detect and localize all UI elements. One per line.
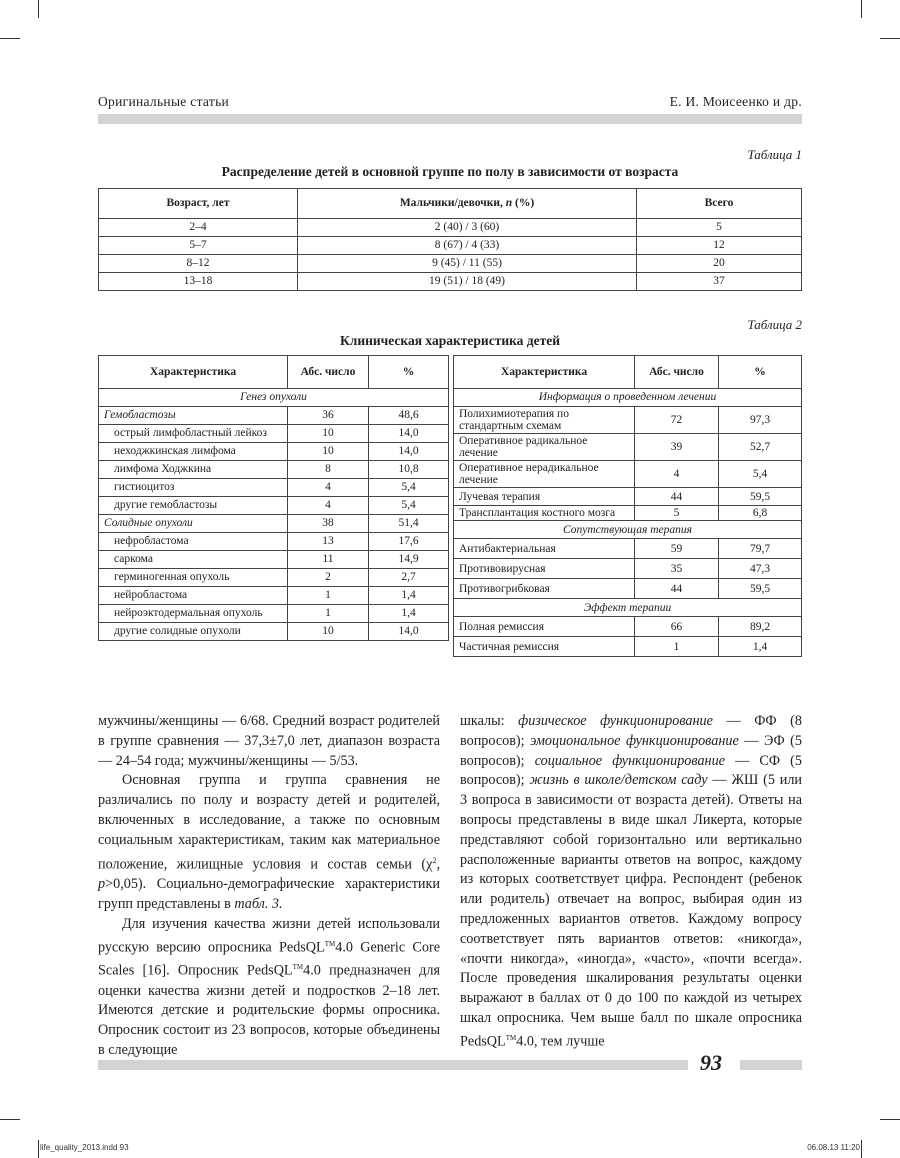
table1-header: Мальчики/девочки, n (%) bbox=[298, 189, 637, 219]
header-rule bbox=[98, 114, 802, 124]
crop-mark bbox=[880, 38, 900, 39]
crop-mark bbox=[861, 1140, 862, 1158]
running-header-section: Оригинальные статьи bbox=[98, 94, 230, 109]
table2-section-label: Генез опухоли bbox=[99, 389, 449, 407]
table-row: Противовирусная 35 47,3 bbox=[454, 559, 802, 579]
table-row: острый лимфобластный лейкоз 10 14,0 bbox=[99, 425, 449, 443]
table-row: 8–12 9 (45) / 11 (55) 20 bbox=[99, 255, 802, 273]
table-row: Полная ремиссия 66 89,2 bbox=[454, 617, 802, 637]
table2-header: Абс. число bbox=[288, 356, 369, 389]
table2-section-label: Эффект терапии bbox=[454, 599, 802, 617]
table-row: Оперативное радикальное лечение 39 52,7 bbox=[454, 434, 802, 461]
paragraph: Основная группа и группа сравнения не различались по полу и возрасту детей и родителей, включенных в исследование, а также по основным социальным характеристикам, таким как материальное положение, жилищные условия и состав семьи ($\chi^2$, p>0,05). Социально-демографические характеристики групп представлены в табл. 3. bbox=[98, 772, 440, 912]
table-row: нефробластома 13 17,6 bbox=[99, 533, 449, 551]
table-row: Оперативное нерадикальное лечение 4 5,4 bbox=[454, 461, 802, 488]
crop-mark bbox=[38, 0, 39, 18]
table1 bbox=[98, 188, 802, 291]
table2-section-label: Сопутствующая терапия bbox=[454, 521, 802, 539]
table2-title: Клиническая характеристика детей bbox=[339, 333, 561, 348]
print-slug-file: life_quality_2013.indd 93 bbox=[40, 1143, 129, 1152]
table2-header: % bbox=[369, 356, 449, 389]
running-header-authors: Е. И. Моисеенко и др. bbox=[669, 94, 802, 109]
table-row: герминогенная опухоль 2 2,7 bbox=[99, 569, 449, 587]
paragraph: Для изучения качества жизни детей использовали русскую версию опросника PedsQL™4.0 Generic Core Scales [16]. Опросник PedsQL™4.0 предназначен для оценки качества жизни детей и подростков 2–18 лет. Имеются детские и родительские формы опросника. Опросник состоит из 23 вопросов, которые объединены в следующие bbox=[98, 915, 440, 1058]
paragraph: шкалы: физическое функционирование — ФФ (8 вопросов); эмоциональное функционирование — ЭФ (5 вопросов); социальное функционирование — СФ (5 вопросов); жизнь в школе/детском саду — ЖШ (5 или 3 вопроса в зависимости от возраста детей). Ответы на вопросы представлены в виде шкал Ликерта, которые представляют собой горизонтально или вертикально расположенные варианты ответов на вопрос, каждому из которых соответствует цифра. Респондент (ребенок или родитель) отвечает на вопрос, выбирая один из предложенных вариантов ответов. Каждому вопросу соответствует пять вариантов ответов: «никогда», «почти никогда», «иногда», «часто», «почти всегда». После проведения шкалирования результаты оценки выражают в баллах от 0 до 100 по каждой из четырех шкал опросника. Чем выше балл по шкале опросника PedsQL™4.0, тем лучше bbox=[460, 713, 802, 1050]
table2-caption: Таблица 2 bbox=[747, 317, 802, 332]
table-reference: табл. 3. bbox=[234, 895, 283, 912]
body-column-right bbox=[460, 712, 802, 1052]
footer-rule bbox=[98, 1060, 688, 1070]
table-row: гистиоцитоз 4 5,4 bbox=[99, 479, 449, 497]
page-number: 93 bbox=[700, 1050, 722, 1075]
table-row: Противогрибковая 44 59,5 bbox=[454, 579, 802, 599]
footer-rule bbox=[740, 1060, 802, 1070]
table1-header: Всего bbox=[637, 189, 802, 219]
table-row: Гемобластозы 36 48,6 bbox=[99, 407, 449, 425]
table-row: неходжкинская лимфома 10 14,0 bbox=[99, 443, 449, 461]
table1-caption: Таблица 1 bbox=[747, 147, 802, 162]
table-row: Солидные опухоли 38 51,4 bbox=[99, 515, 449, 533]
table-row: Полихимиотерапия по стандартным схемам 72 97,3 bbox=[454, 407, 802, 434]
table-row: нейробластома 1 1,4 bbox=[99, 587, 449, 605]
crop-mark bbox=[0, 1119, 20, 1120]
table2-section-label: Информация о проведенном лечении bbox=[454, 389, 802, 407]
crop-mark bbox=[861, 0, 862, 18]
table-row: Лучевая терапия 44 59,5 bbox=[454, 488, 802, 506]
table2-right bbox=[453, 355, 802, 657]
table-row: 5–7 8 (67) / 4 (33) 12 bbox=[99, 237, 802, 255]
table-row: 13–18 19 (51) / 18 (49) 37 bbox=[99, 273, 802, 291]
table-row: лимфома Ходжкина 8 10,8 bbox=[99, 461, 449, 479]
paragraph: мужчины/женщины — 6/68. Средний возраст родителей в группе сравнения — 37,3±7,0 лет, диапазон возраста — 24–54 года; мужчины/женщины — 5/53. bbox=[98, 713, 440, 769]
table-row: нейроэктодермальная опухоль 1 1,4 bbox=[99, 605, 449, 623]
body-column-left bbox=[98, 712, 440, 1061]
table2-left bbox=[98, 355, 449, 641]
table-row: Частичная ремиссия 1 1,4 bbox=[454, 637, 802, 657]
table-row: саркома 11 14,9 bbox=[99, 551, 449, 569]
crop-mark bbox=[880, 1119, 900, 1120]
table1-title: Распределение детей в основной группе по полу в зависимости от возраста bbox=[221, 164, 679, 179]
table2-header: % bbox=[719, 356, 802, 389]
table-row: другие солидные опухоли 10 14,0 bbox=[99, 623, 449, 641]
table-row: другие гемобластозы 4 5,4 bbox=[99, 497, 449, 515]
table-row: 2–4 2 (40) / 3 (60) 5 bbox=[99, 219, 802, 237]
table2-header: Характеристика bbox=[454, 356, 635, 389]
table2-header: Характеристика bbox=[99, 356, 288, 389]
table1-header: Возраст, лет bbox=[99, 189, 298, 219]
print-slug-date: 06.08.13 11:20 bbox=[807, 1143, 860, 1152]
crop-mark bbox=[0, 38, 20, 39]
table2-header: Абс. число bbox=[635, 356, 719, 389]
crop-mark bbox=[38, 1140, 39, 1158]
table-row: Трансплантация костного мозга 5 6,8 bbox=[454, 506, 802, 521]
table-row: Антибактериальная 59 79,7 bbox=[454, 539, 802, 559]
